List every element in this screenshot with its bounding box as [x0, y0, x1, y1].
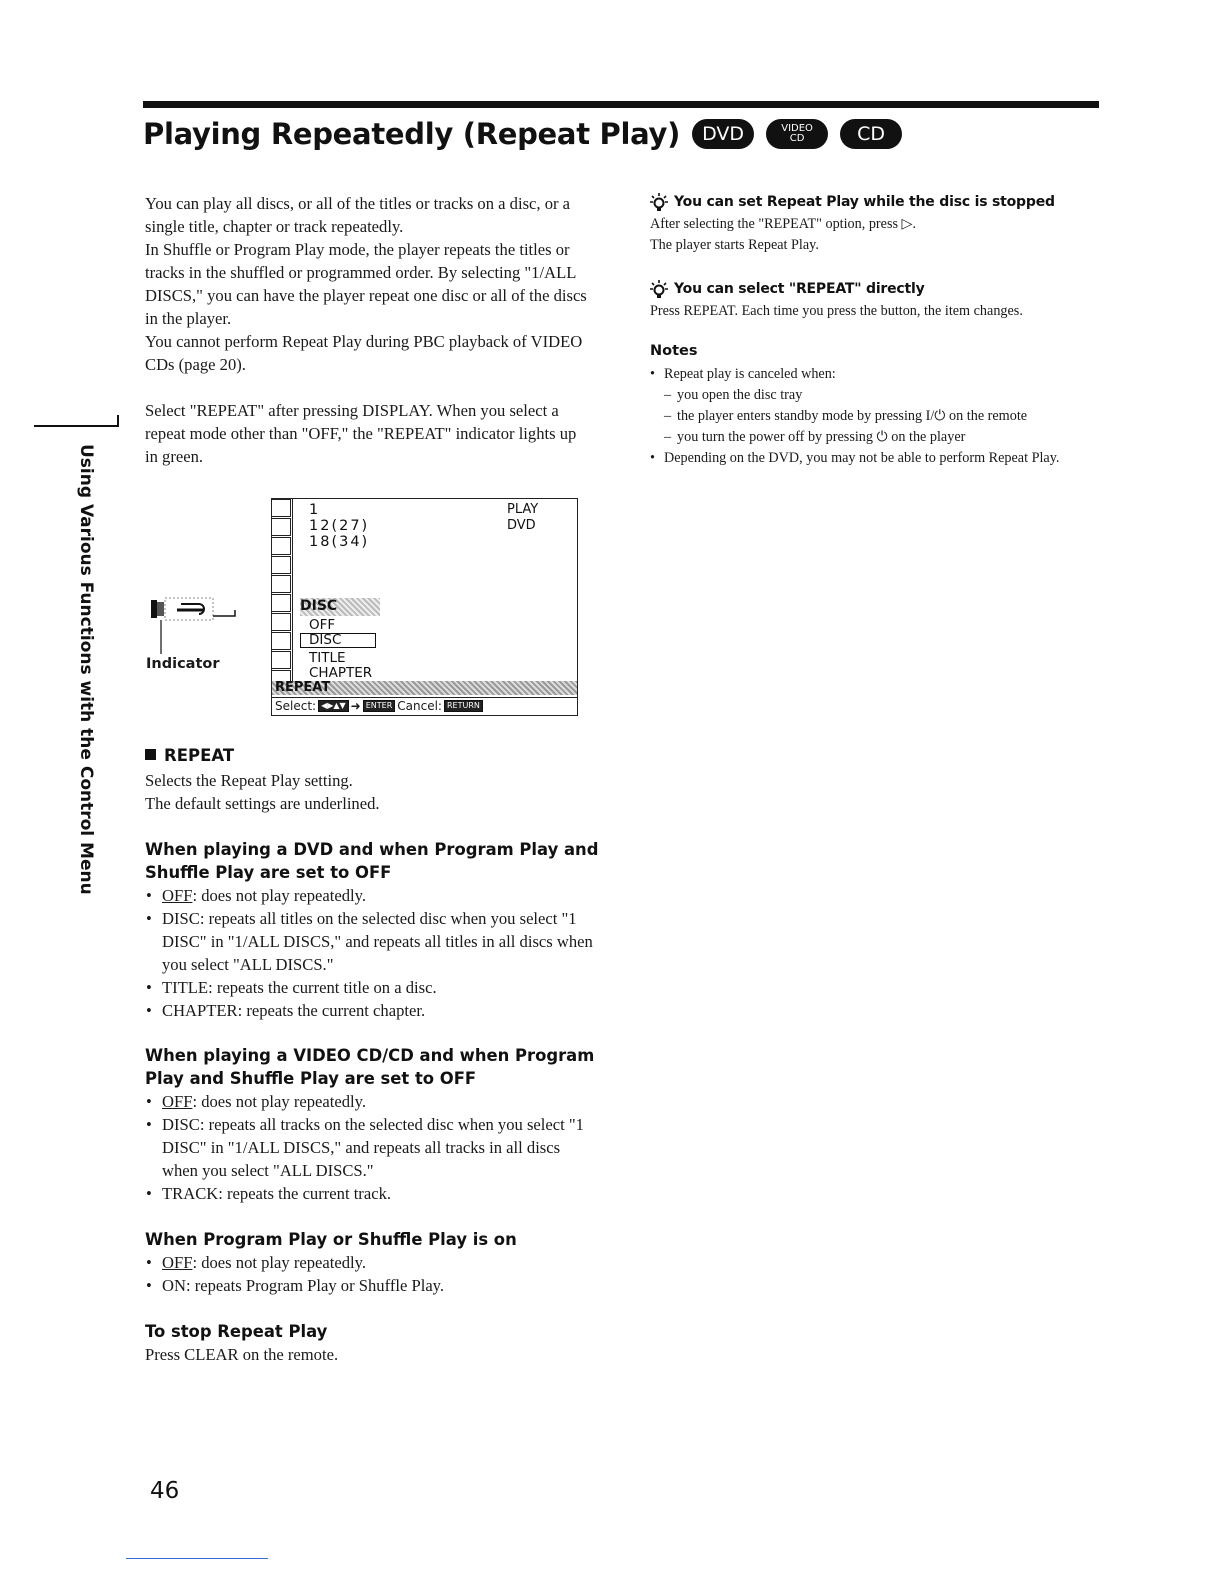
osd-chapter-number: 18(34): [309, 534, 370, 550]
note-subitem: – you open the disc tray: [664, 385, 1070, 406]
list-item: [145, 976, 605, 999]
list-item: [145, 1090, 595, 1113]
page-title: Playing Repeatedly (Repeat Play): [143, 117, 681, 151]
osd-option-off[interactable]: OFF: [309, 617, 336, 633]
osd-status-bar: [272, 681, 577, 695]
video-cd-badge-bottom: CD: [789, 133, 805, 144]
video-cd-badge-top: VIDEO: [781, 123, 813, 134]
menu-icon-cell: [272, 575, 291, 593]
intro-paragraph: You can play all discs, or all of the titles or tracks on a disc, or a single title, chapter or track repeatedly.: [145, 194, 571, 236]
repeat-desc-line: Selects the Repeat Play setting.: [145, 771, 353, 790]
list-item: [145, 999, 605, 1022]
side-tab-rule: [34, 425, 118, 427]
osd-disc-type: DVD: [507, 518, 536, 533]
osd-option-title[interactable]: TITLE: [309, 650, 346, 666]
intro-paragraph: In Shuffle or Program Play mode, the player repeats the titles or tracks in the shuffled or programmed order. By selecting "1/ALL DISCS," you can have the player repeat one disc or all of the discs in the player.: [145, 240, 587, 328]
menu-icon-cell: [272, 556, 291, 574]
option-key: TITLE: [162, 978, 209, 997]
menu-icon-cell: [272, 499, 291, 517]
video-cd-subheading: When playing a VIDEO CD/CD and when Program Play and Shuffle Play are set to OFF: [145, 1046, 595, 1088]
osd-navigation-hint: [272, 697, 577, 713]
tip-body: [650, 214, 1070, 256]
select-paragraph: Select "REPEAT" after pressing DISPLAY. When you select a repeat mode other than "OFF," the "REPEAT" indicator lights up in green.: [145, 401, 577, 466]
menu-icon-cell: [272, 594, 291, 612]
page-number: 46: [150, 1478, 180, 1504]
select-instructions: [145, 399, 585, 468]
menu-icon-column: [272, 499, 292, 687]
osd-return-key: RETURN: [444, 700, 483, 712]
option-text: : repeats all tracks on the selected disc when you select "1 DISC" in "1/ALL DISCS," and repeats all tracks in all discs when you select "ALL DISCS.": [162, 1115, 584, 1180]
option-text: : repeats all titles on the selected disc when you select "1 DISC" in "1/ALL DISCS," and repeats all titles in all discs when you select "ALL DISCS.": [162, 909, 593, 974]
lightbulb-icon: [648, 278, 670, 300]
option-text: : repeats the current track.: [218, 1184, 392, 1203]
tip-heading-text: You can select "REPEAT" directly: [674, 281, 925, 297]
osd-disc-number: 1: [309, 502, 319, 518]
osd-select-label: Select:: [275, 698, 317, 713]
lightbulb-icon: [648, 191, 670, 213]
program-play-subheading: When Program Play or Shuffle Play is on: [145, 1230, 517, 1249]
menu-icon-cell: [272, 537, 291, 555]
option-key: OFF: [162, 1092, 193, 1111]
menu-divider: [292, 499, 293, 687]
arrow-right-icon: ➜: [350, 698, 361, 713]
option-key: CHAPTER: [162, 1001, 238, 1020]
osd-option-disc[interactable]: DISC: [300, 633, 376, 648]
option-text: : repeats Program Play or Shuffle Play.: [185, 1276, 445, 1295]
dvd-options-list: [145, 884, 605, 1022]
note-item: [650, 448, 1070, 469]
option-text: : does not play repeatedly.: [192, 1092, 367, 1111]
list-item: [145, 907, 605, 976]
tip-body: [650, 301, 1110, 322]
notes-heading: Notes: [650, 343, 698, 359]
tip-line: The player starts Repeat Play.: [650, 237, 819, 253]
repeat-heading: [145, 746, 234, 765]
option-key: OFF: [162, 1253, 193, 1272]
program-play-options-list: [145, 1251, 595, 1297]
stop-repeat-text: Press CLEAR on the remote.: [145, 1345, 339, 1364]
video-cd-badge: [766, 119, 828, 149]
dvd-subheading: When playing a DVD and when Program Play and Shuffle Play are set to OFF: [145, 840, 599, 882]
repeat-heading-text: REPEAT: [164, 746, 235, 765]
menu-icon-cell: [272, 613, 291, 631]
repeat-description: [145, 769, 595, 815]
top-rule: [143, 101, 1099, 108]
side-tab-label: Using Various Functions with the Control Menu: [76, 444, 96, 895]
osd-play-status: PLAY: [507, 502, 539, 517]
osd-status-label: REPEAT: [275, 680, 331, 695]
note-sublist: [664, 385, 1070, 448]
list-item: [145, 1251, 595, 1274]
note-item: [650, 364, 1070, 448]
osd-title-number: 12(27): [309, 518, 370, 534]
list-item: [145, 884, 605, 907]
note-text: Repeat play is canceled when:: [664, 366, 836, 382]
option-text: : repeats the current chapter.: [237, 1001, 426, 1020]
osd-enter-key: ENTER: [363, 700, 396, 712]
list-item: [145, 1113, 595, 1182]
option-key: DISC: [162, 909, 200, 928]
option-key: DISC: [162, 1115, 200, 1134]
control-menu-display: [271, 498, 578, 716]
section-side-tab: [70, 444, 100, 895]
option-text: : repeats the current title on a disc.: [208, 978, 437, 997]
list-item: [145, 1182, 595, 1205]
osd-option-chapter[interactable]: CHAPTER: [309, 665, 373, 681]
option-text: : does not play repeatedly.: [192, 1253, 367, 1272]
option-text: : does not play repeatedly.: [192, 886, 367, 905]
arrow-keys-icon: ◀▶▲▼: [318, 700, 349, 712]
tip-line: Press REPEAT. Each time you press the button, the item changes.: [650, 303, 1023, 319]
tip-line: After selecting the "REPEAT" option, press ▷.: [650, 216, 917, 232]
repeat-indicator-icon: [147, 592, 239, 654]
notes-list: [650, 364, 1070, 469]
tip-heading: [648, 191, 1055, 213]
option-key: ON: [162, 1276, 186, 1295]
intro-text: [145, 192, 597, 376]
repeat-desc-line: The default settings are underlined.: [145, 794, 380, 813]
list-item: [145, 1274, 595, 1297]
osd-cancel-label: Cancel:: [397, 698, 442, 713]
title-row: [143, 112, 902, 156]
menu-icon-cell: [272, 632, 291, 650]
option-key: TRACK: [162, 1184, 219, 1203]
note-subitem: – the player enters standby mode by pressing I/⏻ on the remote: [664, 406, 1070, 427]
menu-icon-cell: [272, 651, 291, 669]
note-subitem: – you turn the power off by pressing ⏻ on the player: [664, 427, 1070, 448]
tip-heading: [648, 278, 925, 300]
note-text: Depending on the DVD, you may not be able to perform Repeat Play.: [664, 450, 1060, 466]
heading-square-icon: [145, 749, 156, 760]
cd-badge: CD: [840, 119, 902, 149]
tip-heading-text: You can set Repeat Play while the disc is stopped: [674, 194, 1055, 210]
menu-icon-cell: [272, 518, 291, 536]
video-cd-options-list: [145, 1090, 595, 1205]
option-key: OFF: [162, 886, 193, 905]
bottom-rule: [126, 1558, 268, 1559]
dvd-badge: DVD: [692, 119, 754, 149]
indicator-label: Indicator: [146, 656, 220, 672]
stop-repeat-subheading: To stop Repeat Play: [145, 1322, 328, 1341]
side-tab-tick: [117, 415, 119, 427]
osd-selected-setting: DISC: [300, 598, 380, 616]
intro-paragraph: You cannot perform Repeat Play during PBC playback of VIDEO CDs (page 20).: [145, 332, 583, 374]
